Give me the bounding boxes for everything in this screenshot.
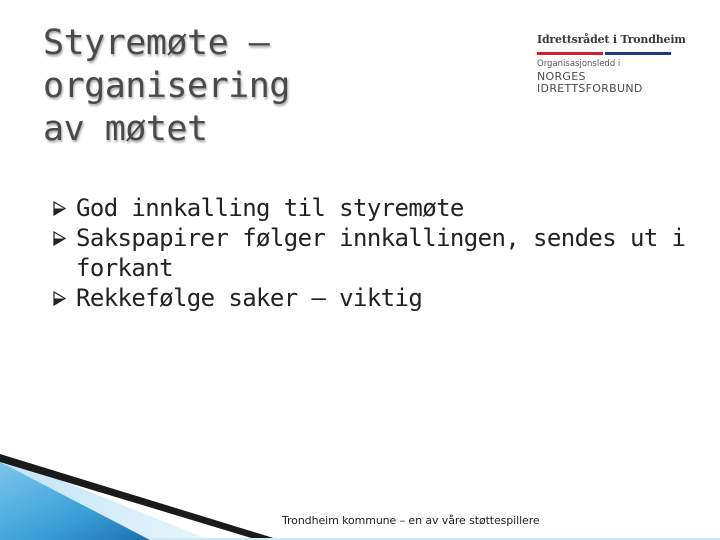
- footer-text: Trondheim kommune – en av våre støttespillere: [282, 514, 540, 527]
- bullet-item: [52, 223, 702, 283]
- bullet-text: God innkalling til styremøte: [76, 194, 464, 222]
- logo-rule-blue: [605, 52, 671, 55]
- idrettsradet-logo: [537, 33, 686, 113]
- bullet-item: [52, 283, 702, 313]
- logo-org-line-2: IDRETTSFORBUND: [537, 82, 643, 95]
- bullet-text: Rekkefølge saker – viktig: [76, 284, 423, 312]
- logo-color-rule: [537, 52, 671, 55]
- title-line-2: av møtet: [43, 109, 208, 149]
- title-line-1: Styremøte – organisering: [43, 23, 290, 106]
- logo-sub-text: Organisasjonsledd i: [537, 59, 621, 69]
- logo-org-line-1: NORGES: [537, 70, 586, 83]
- arrow-bullet-icon: [52, 201, 67, 216]
- bullet-list: [52, 193, 702, 313]
- logo-org-name: [537, 71, 677, 95]
- arrow-bullet-icon: [52, 291, 67, 306]
- logo-rule-red: [537, 52, 603, 55]
- bullet-text: Sakspapirer følger innkallingen, sendes ut i forkant: [76, 224, 686, 282]
- logo-top-text: Idrettsrådet i Trondheim: [537, 33, 686, 46]
- slide-title: [43, 22, 513, 151]
- arrow-bullet-icon: [52, 231, 67, 246]
- bullet-item: [52, 193, 702, 223]
